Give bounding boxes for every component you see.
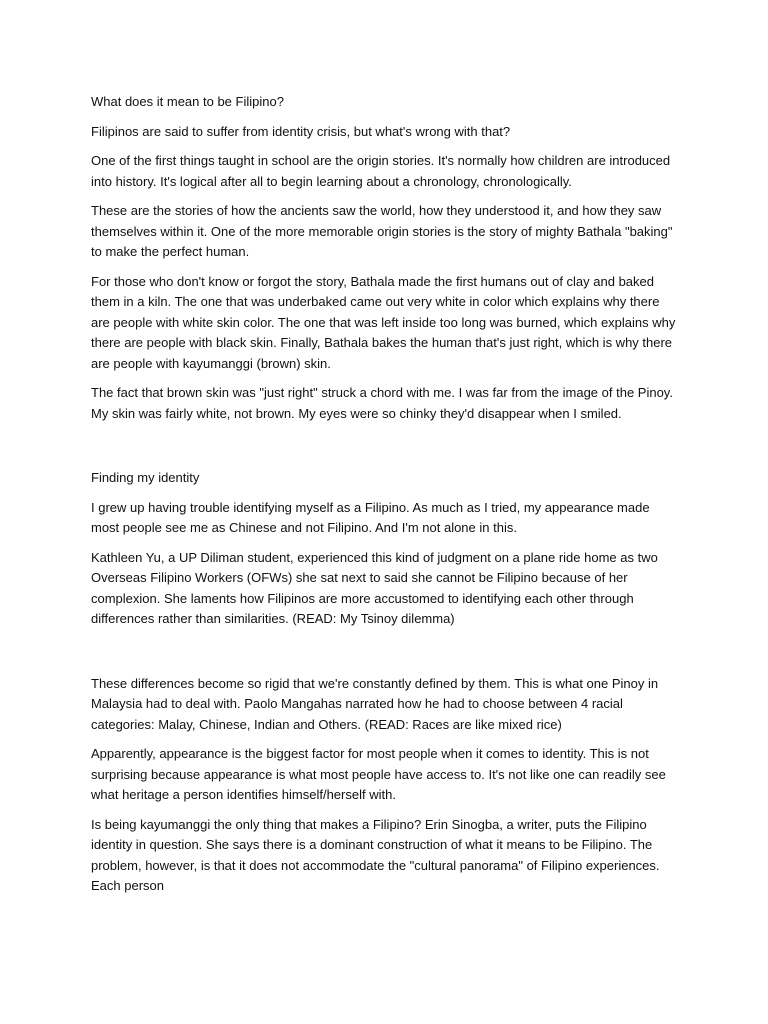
paragraph-origin-stories: One of the first things taught in school are the origin stories. It's normally how children are introduced into history. It's logical after all to begin learning about a chronology, chronologically. — [91, 153, 671, 189]
paragraph-ancients: These are the stories of how the ancients saw the world, how they understood it, and how they saw themselves within it. One of the more memorable origin stories is the story of mighty Bathala "baking" to make the perfect human. — [91, 203, 673, 259]
paragraph-appearance: Apparently, appearance is the biggest factor for most people when it comes to identity. This is not surprising because appearance is what most people have access to. It's not like one can readily see what heritage a person identifies himself/herself with. — [91, 746, 666, 802]
paragraph-bathala-story: For those who don't know or forgot the story, Bathala made the first humans out of clay and baked them in a kiln. The one that was underbaked came out very white in color which explains why there are people with white skin color. The one that was left inside too long was burned, which explains why there are people with black skin. Finally, Bathala bakes the human that's just right, which is why there are people with kayumanggi (brown) skin. — [91, 273, 676, 371]
paragraph-kathleen-yu: Kathleen Yu, a UP Diliman student, experienced this kind of judgment on a plane ride home as two Overseas Filipino Workers (OFWs) she sat next to said she cannot be Filipino because of her complexion. She laments how Filipinos are more accustomed to identifying each other through differences rather than similarities. (READ: My Tsinoy dilemma) — [91, 549, 658, 626]
document-body — [91, 92, 681, 906]
paragraph-kayumanggi: Is being kayumanggi the only thing that makes a Filipino? Erin Sinogba, a writer, puts the Filipino identity in question. She says there is a dominant construction of what it means to be Filipino. The problem, however, is that it does not accommodate the "cultural panorama" of Filipino experiences. Each person — [91, 816, 660, 893]
paragraph-identity-crisis: Filipinos are said to suffer from identity crisis, but what's wrong with that? — [91, 123, 511, 139]
paragraph-brown-skin: The fact that brown skin was "just right" struck a chord with me. I was far from the image of the Pinoy. My skin was fairly white, not brown. My eyes were so chinky they'd disappear when I smiled. — [91, 385, 673, 421]
article-title: What does it mean to be Filipino? — [91, 94, 284, 109]
paragraph-growing-up: I grew up having trouble identifying myself as a Filipino. As much as I tried, my appearance made most people see me as Chinese and not Filipino. And I'm not alone in this. — [91, 499, 650, 535]
section-heading-finding-identity: Finding my identity — [91, 470, 200, 485]
paragraph-differences: These differences become so rigid that we're constantly defined by them. This is what one Pinoy in Malaysia had to deal with. Paolo Mangahas narrated how he had to choose between 4 racial categories: Malay, Chinese, Indian and Others. (READ: Races are like mixed rice) — [91, 675, 659, 732]
